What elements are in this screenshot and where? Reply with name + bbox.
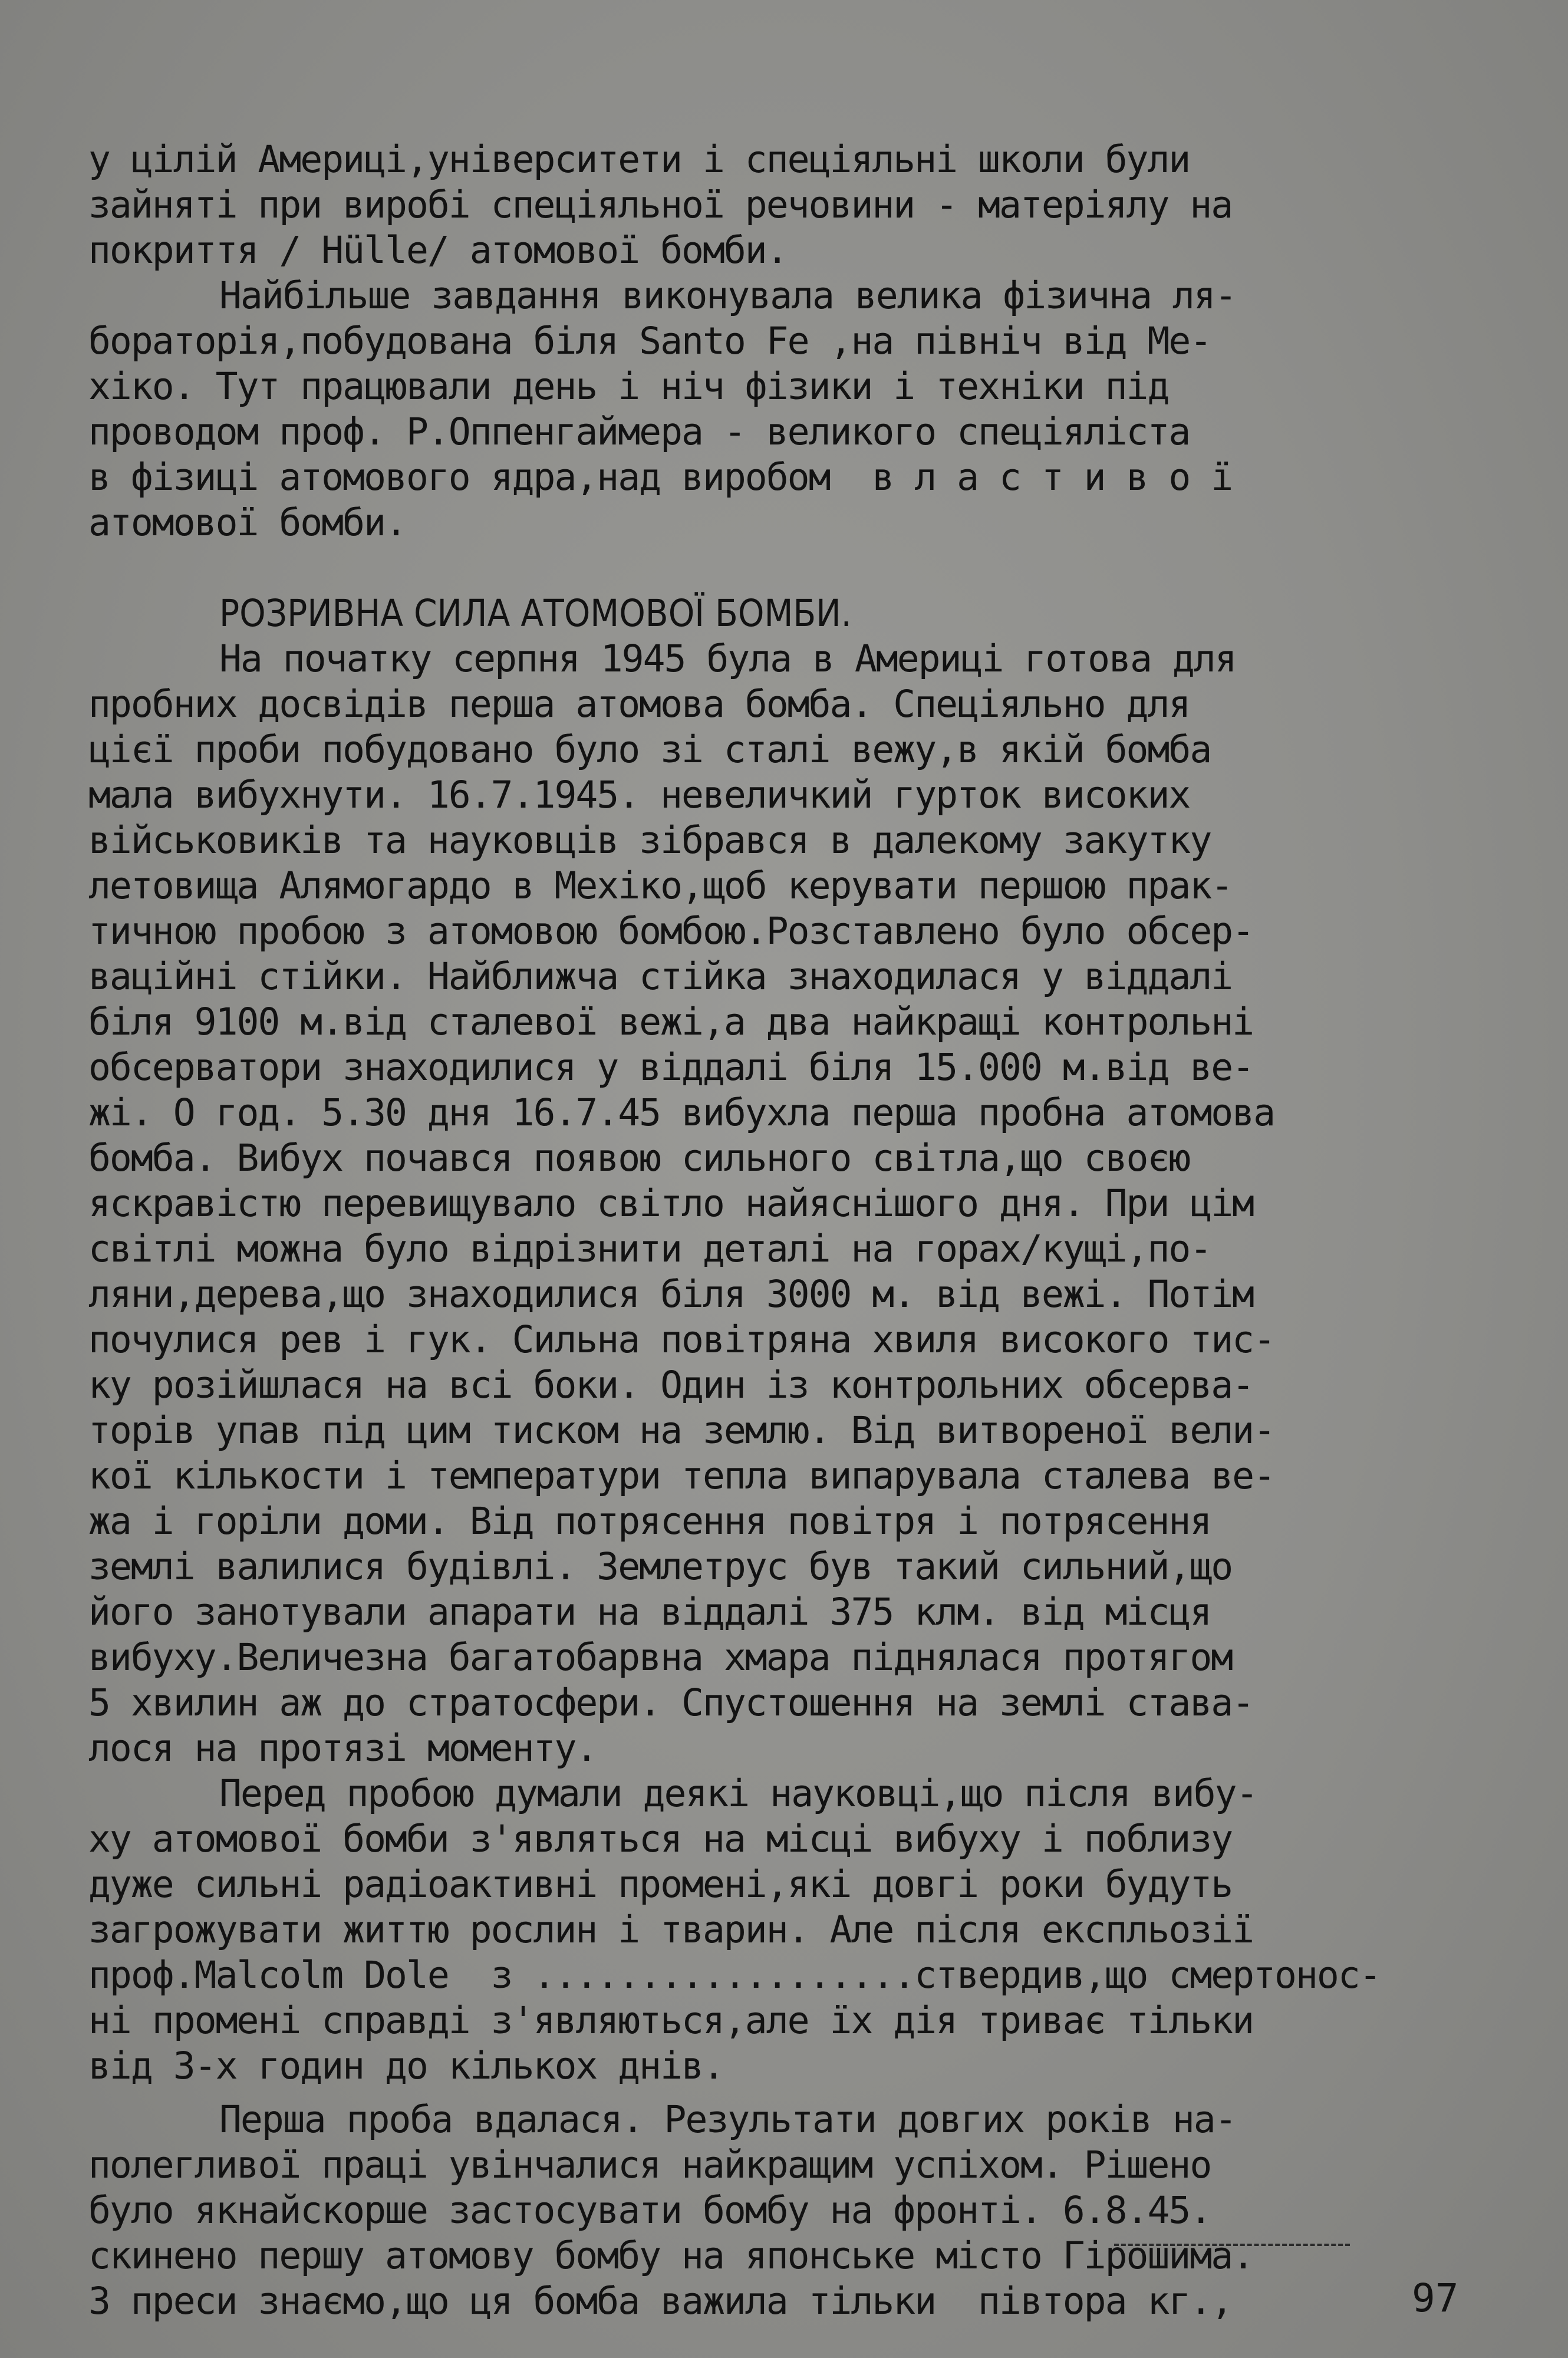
text-line: вибуху.Величезна багатобарвна хмара піднялася протягом	[88, 1636, 1233, 1679]
text-line: у цілій Америці,університети і спеціяльні школи були	[88, 138, 1190, 181]
text-line: Перша проба вдалася. Результати довгих років на-	[219, 2098, 1236, 2141]
text-line: світлі можна було відрізнити деталі на горах/кущі,по-	[88, 1227, 1211, 1270]
text-line: торів упав під цим тиском на землю. Від витвореної вели-	[88, 1409, 1275, 1452]
text-line: загрожувати життю рослин і тварин. Але після експльозії	[88, 1908, 1254, 1951]
text-line: скинено першу атомову бомбу на японське місто Гірошима.	[88, 2234, 1254, 2277]
text-line: почулися рев і гук. Сильна повітряна хвиля високого тис-	[88, 1318, 1275, 1361]
text-line: в фізиці атомового ядра,над виробом в л а с т и в о ї	[88, 456, 1233, 499]
text-line: 5 хвилин аж до стратосфери. Спустошення на землі ставa-	[88, 1681, 1254, 1724]
text-line: пробних досвідів перша атомова бомба. Спеціяльно для	[88, 683, 1190, 726]
text-line: від 3-х годин до кількох днів.	[88, 2044, 724, 2087]
text-line: хіко. Тут працювали день і ніч фізики і техніки під	[88, 365, 1169, 408]
text-line: кої кількости і температури тепла випарувала сталева ве-	[88, 1454, 1275, 1497]
text-line: покриття / Hülle/ атомової бомби.	[88, 229, 788, 272]
text-line: ні промені справді з'являються,але їх дія триває тільки	[88, 1999, 1254, 2042]
text-line: яскравістю перевищувало світло найяснішого дня. При цім	[88, 1182, 1254, 1225]
text-line: полегливої праці увінчалися найкращим успіхом. Рішено	[88, 2143, 1211, 2186]
text-line: землі валилися будівлі. Землетрус був такий сильний,що	[88, 1545, 1233, 1588]
text-line: мала вибухнути. 16.7.1945. невеличкий гурток високих	[88, 773, 1190, 816]
text-line: обсерватори знаходилися у віддалі біля 15.000 м.від ве-	[88, 1046, 1254, 1089]
typewritten-text	[88, 137, 1491, 2324]
text-line: летовища Алямогардо в Мехіко,щоб керувати першою прак-	[88, 864, 1233, 907]
text-line: цієї проби побудовано було зі сталі вежу,в якій бомба	[88, 728, 1211, 771]
text-line: біля 9100 м.від сталевої вежі,а два найкращі контрольні	[88, 1000, 1254, 1043]
text-line: проф.Malcolm Dole з ..................ствердив,що смертонос-	[88, 1954, 1381, 1997]
section-heading: РОЗРИВНА СИЛА АТОМОВОЇ БОМБИ.	[219, 592, 852, 635]
text-line: дуже сильні радіоактивні промені,які довгі роки будуть	[88, 1863, 1233, 1906]
text-line: Найбільше завдання виконувала велика фізична ля-	[219, 274, 1236, 317]
text-line: проводом проф. Р.Оппенгаймера - великого спеціяліста	[88, 410, 1190, 453]
text-line: На початку серпня 1945 була в Америці готова для	[219, 637, 1236, 680]
text-line: бомба. Вибух почався появою сильного світла,що своєю	[88, 1137, 1190, 1180]
text-line: лося на протязі моменту.	[88, 1727, 597, 1770]
text-line: ху атомової бомби з'являться на місці вибуху і поблизу	[88, 1817, 1233, 1860]
dashed-underline	[1114, 2244, 1350, 2246]
text-line: ку розійшлася на всі боки. Один із контрольних обсерва-	[88, 1364, 1254, 1407]
text-line: тичною пробою з атомовою бомбою.Розставлено було обсер-	[88, 910, 1254, 953]
text-line: Перед пробою думали деякі науковці,що після вибу-	[219, 1772, 1257, 1815]
text-line: його занотували апарати на віддалі 375 клм. від місця	[88, 1590, 1211, 1634]
text-line: жа і горіли доми. Від потрясення повітря і потрясення	[88, 1500, 1211, 1543]
text-line: З преси знаємо,що ця бомба важила тільки півтора кг.,	[88, 2280, 1233, 2323]
text-line: атомової бомби.	[88, 501, 406, 544]
text-line: бораторія,побудована біля Santo Fe ,на північ від Ме-	[88, 320, 1211, 363]
text-line: жі. О год. 5.30 дня 16.7.45 вибухла перша пробна атомова	[88, 1091, 1275, 1134]
text-line: ваційні стійки. Найближча стійка знаходилася у віддалі	[88, 955, 1233, 998]
text-line: було якнайскорше застосувати бомбу на фронті. 6.8.45.	[88, 2189, 1211, 2232]
text-line: зайняті при виробі спеціяльної речовини - матеріялу на	[88, 183, 1233, 226]
text-line: ляни,дерева,що знаходилися біля 3000 м. від вежі. Потім	[88, 1273, 1254, 1316]
page-number: 97	[1412, 2275, 1459, 2321]
text-line: військовиків та науковців зібрався в далекому закутку	[88, 819, 1211, 862]
